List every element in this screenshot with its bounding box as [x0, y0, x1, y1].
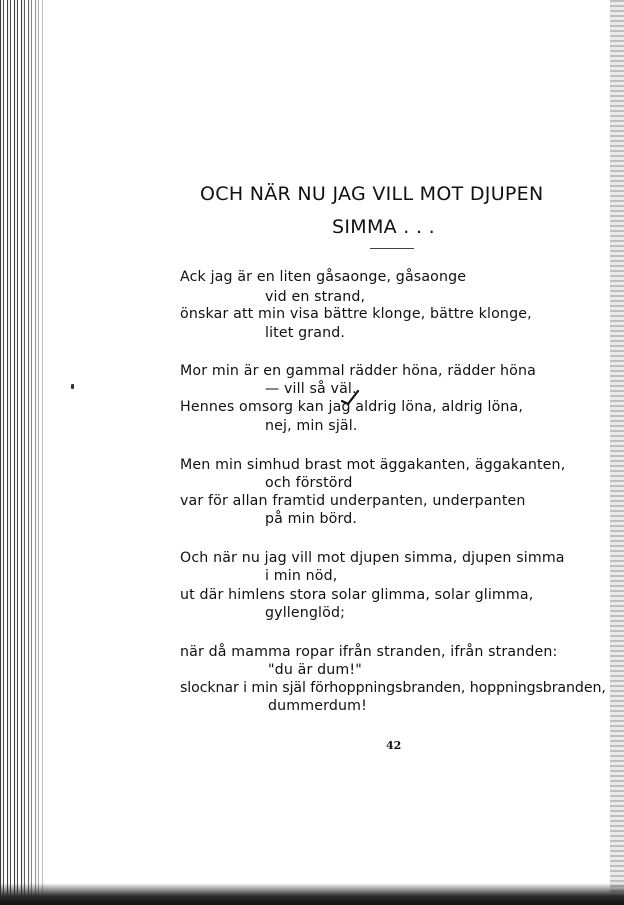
- verse-line: när då mamma ropar ifrån stranden, ifrån stranden:: [180, 644, 558, 660]
- poem-title-line-2: SIMMA . . .: [332, 216, 435, 238]
- poem-title-line-1: OCH NÄR NU JAG VILL MOT DJUPEN: [200, 183, 544, 205]
- verse-line: Ack jag är en liten gåsaonge, gåsaonge: [180, 269, 467, 285]
- verse-line: Och när nu jag vill mot djupen simma, djupen simma: [180, 550, 565, 566]
- verse-line: i min nöd,: [265, 568, 338, 584]
- verse-line: på min börd.: [265, 511, 358, 527]
- pen-tick-mark: [340, 389, 360, 405]
- verse-line: nej, min själ.: [265, 418, 358, 434]
- verse-line: Men min simhud brast mot äggakanten, äggakanten,: [180, 457, 566, 473]
- scan-bottom-edge: [0, 883, 624, 905]
- stray-ink-dot: [71, 384, 74, 389]
- verse-line: slocknar i min själ förhoppningsbranden, hoppningsbranden,: [180, 680, 606, 696]
- verse-line: gyllenglöd;: [265, 605, 346, 621]
- verse-line: och förstörd: [265, 475, 353, 491]
- scan-right-edge: [610, 0, 624, 905]
- scan-binding-fade: [22, 0, 52, 905]
- verse-line: var för allan framtid underpanten, underpanten: [180, 493, 526, 509]
- verse-line: ut där himlens stora solar glimma, solar glimma,: [180, 587, 534, 603]
- verse-line: — vill så väl.: [265, 381, 357, 397]
- page-number: 42: [386, 739, 402, 752]
- verse-line: dummerdum!: [268, 698, 367, 714]
- title-divider: [370, 248, 414, 249]
- verse-line: "du är dum!": [268, 662, 362, 678]
- verse-line: Hennes omsorg kan jag aldrig löna, aldrig löna,: [180, 399, 524, 415]
- verse-line: Mor min är en gammal rädder höna, rädder höna: [180, 363, 536, 379]
- verse-line: litet grand.: [265, 325, 346, 341]
- verse-line: önskar att min visa bättre klonge, bättre klonge,: [180, 306, 532, 322]
- verse-line: vid en strand,: [265, 289, 366, 305]
